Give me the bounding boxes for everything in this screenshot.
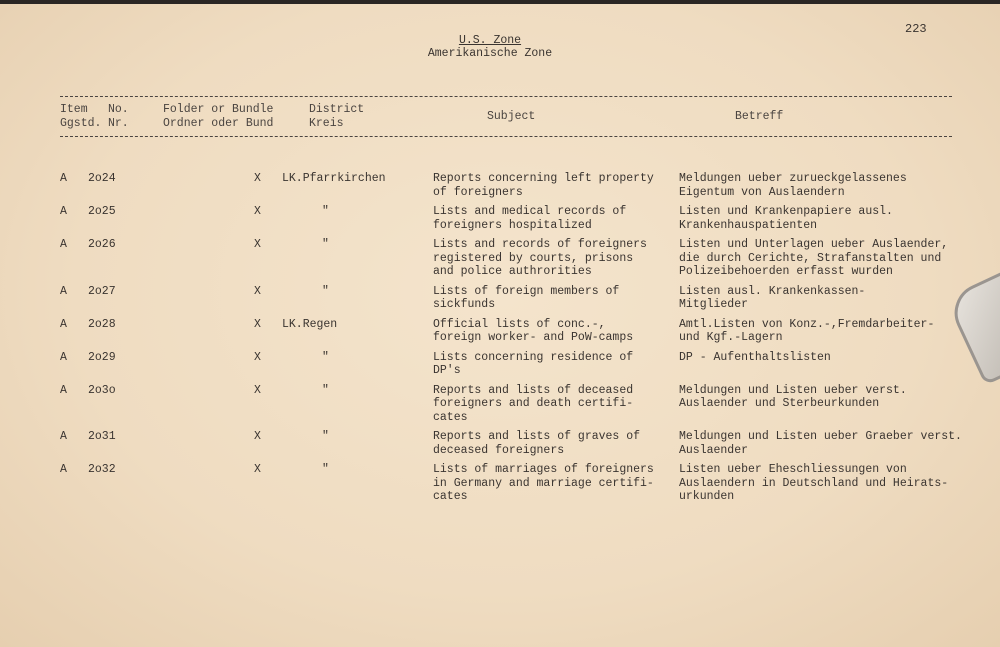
table-row xyxy=(0,430,1000,457)
table-row xyxy=(0,172,1000,199)
item-number: 2o25 xyxy=(88,205,116,218)
item-code: A xyxy=(60,350,67,364)
title-german: Amerikanische Zone xyxy=(427,47,553,60)
scan-top-edge xyxy=(0,0,1000,4)
header-subject: Subject xyxy=(487,110,536,123)
folder-mark: X xyxy=(254,430,261,443)
betreff: Listen und Krankenpapiere ausl. Krankenhauspatienten xyxy=(679,205,893,232)
betreff: Listen ausl. Krankenkassen- Mitglieder xyxy=(679,284,866,311)
betreff: Meldungen und Listen ueber Graeber verst. Auslaender xyxy=(679,430,962,457)
page-number: 223 xyxy=(905,22,927,36)
item-number: 2o26 xyxy=(88,238,116,251)
betreff: Meldungen ueber zurueckgelassenes Eigentum von Auslaendern xyxy=(679,172,907,199)
table-row xyxy=(0,285,1000,312)
record-list xyxy=(0,172,1000,510)
table-row xyxy=(0,318,1000,345)
folder-mark: X xyxy=(254,205,261,218)
table-row xyxy=(0,384,1000,425)
item-number: 2o32 xyxy=(88,463,116,476)
subject: Lists of marriages of foreigners in Germany and marriage certifi- cates xyxy=(433,463,654,503)
subject: Reports and lists of graves of deceased foreigners xyxy=(433,430,641,457)
item-number: 2o29 xyxy=(88,350,116,364)
header-rule-bottom xyxy=(60,136,952,137)
item-number: 2o3o xyxy=(88,383,116,397)
folder-mark: X xyxy=(254,238,261,251)
subject: Official lists of conc.-, foreign worker- and PoW-camps xyxy=(433,317,634,344)
folder-mark: X xyxy=(254,350,261,364)
item-code: A xyxy=(60,284,67,298)
table-row xyxy=(0,238,1000,279)
item-code: A xyxy=(60,383,67,397)
header-betreff: Betreff xyxy=(735,110,784,123)
district: " xyxy=(322,383,329,397)
item-code: A xyxy=(60,317,67,331)
district: LK.Pfarrkirchen xyxy=(282,172,386,185)
folder-mark: X xyxy=(254,172,261,185)
betreff: Listen ueber Eheschliessungen von Auslaendern in Deutschland und Heirats- urkunden xyxy=(679,463,949,503)
table-row xyxy=(0,351,1000,378)
header-item: Item Ggstd. xyxy=(60,103,102,130)
item-number: 2o31 xyxy=(88,430,116,443)
district: " xyxy=(322,463,329,476)
table-row xyxy=(0,205,1000,232)
folder-mark: X xyxy=(254,383,261,397)
district: " xyxy=(322,205,329,218)
subject: Reports and lists of deceased foreigners and death certifi- cates xyxy=(433,383,634,424)
folder-mark: X xyxy=(254,463,261,476)
title-english: U.S. Zone xyxy=(458,34,522,47)
page-title xyxy=(380,34,600,60)
folder-mark: X xyxy=(254,317,261,331)
district: " xyxy=(322,350,329,364)
item-code: A xyxy=(60,172,67,185)
header-no: No. Nr. xyxy=(108,103,129,130)
betreff: DP - Aufenthaltslisten xyxy=(679,350,831,364)
table-row xyxy=(0,463,1000,504)
item-number: 2o28 xyxy=(88,317,116,331)
subject: Lists of foreign members of sickfunds xyxy=(433,284,620,311)
district: " xyxy=(322,238,329,251)
folder-mark: X xyxy=(254,284,261,298)
subject: Reports concerning left property of foreigners xyxy=(433,172,654,199)
subject: Lists concerning residence of DP's xyxy=(433,350,634,377)
district: LK.Regen xyxy=(282,317,338,331)
item-code: A xyxy=(60,430,67,443)
subject: Lists and medical records of foreigners hospitalized xyxy=(433,205,627,232)
subject: Lists and records of foreigners registered by courts, prisons and police authrorities xyxy=(433,238,647,278)
item-code: A xyxy=(60,205,67,218)
district: " xyxy=(322,430,329,443)
district: " xyxy=(322,284,329,298)
header-rule-top xyxy=(60,96,952,97)
item-code: A xyxy=(60,238,67,251)
item-number: 2o24 xyxy=(88,172,116,185)
betreff: Amtl.Listen von Konz.-,Fremdarbeiter- und Kgf.-Lagern xyxy=(679,317,935,344)
betreff: Listen und Unterlagen ueber Auslaender, die durch Cerichte, Strafanstalten und Polizeibehoerden erfasst wurden xyxy=(679,238,949,278)
header-district: District Kreis xyxy=(309,103,365,130)
header-folder: Folder or Bundle Ordner oder Bund xyxy=(163,103,274,130)
item-code: A xyxy=(60,463,67,476)
item-number: 2o27 xyxy=(88,284,116,298)
betreff: Meldungen und Listen ueber verst. Auslaender und Sterbeurkunden xyxy=(679,383,907,410)
